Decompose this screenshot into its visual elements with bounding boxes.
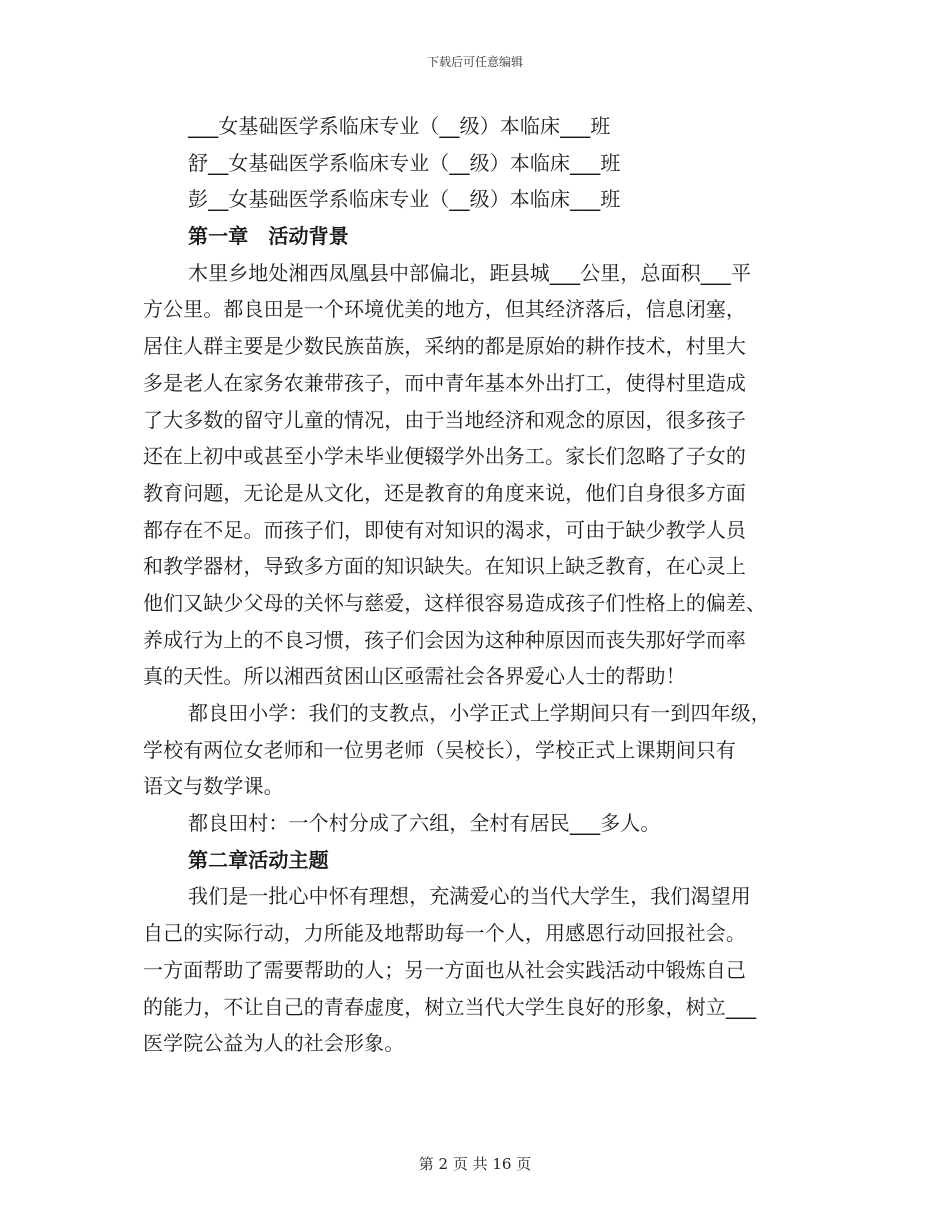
paragraph-line: 方公里。都良田是一个环境优美的地方，但其经济落后，信息闭塞， [143, 297, 746, 322]
page-number: 第 2 页 共 16 页 [418, 1155, 532, 1173]
paragraph-line: 语文与数学课。 [143, 774, 284, 799]
paragraph-line: 木里乡地处湘西凤凰县中部偏北，距县城___公里，总面积___平 [188, 260, 752, 285]
author-line-1: ___女基础医学系临床专业（__级）本临床___班 [188, 114, 611, 138]
paragraph-line: 了大多数的留守儿童的情况，由于当地经济和观念的原因，很多孩子 [143, 407, 746, 432]
paragraph-line: 都良田村：一个村分成了六组，全村有居民___多人。 [188, 811, 661, 836]
paragraph-line: 教育问题，无论是从文化，还是教育的角度来说，他们自身很多方面 [143, 480, 746, 505]
author-line-3: 彭__女基础医学系临床专业（__级）本临床___班 [188, 187, 621, 212]
paragraph-line: 一方面帮助了需要帮助的人；另一方面也从社会实践活动中锻炼自己 [143, 957, 746, 982]
paragraph-line: 居住人群主要是少数民族苗族，采纳的都是原始的耕作技术，村里大 [143, 334, 746, 359]
paragraph-line: 的能力，不让自己的青春虚度，树立当代大学生良好的形象，树立___ [143, 994, 757, 1019]
chapter-2-paragraph-1 [143, 878, 813, 1061]
paragraph-line: 养成行为上的不良习惯，孩子们会因为这种种原因而丧失那好学而率 [143, 627, 746, 652]
chapter-2-heading: 第二章活动主题 [188, 847, 329, 872]
page-header-note: 下载后可任意编辑 [426, 55, 523, 69]
paragraph-line: 医学院公益为人的社会形象。 [143, 1031, 405, 1056]
paragraph-line: 他们又缺少父母的关怀与慈爱，这样很容易造成孩子们性格上的偏差、 [143, 590, 767, 615]
paragraph-line: 自己的实际行动，力所能及地帮助每一个人，用感恩行动回报社会。 [143, 921, 746, 946]
paragraph-line: 还在上初中或甚至小学未毕业便辍学外出务工。家长们忽略了子女的 [143, 444, 746, 469]
paragraph-line: 都存在不足。而孩子们，即使有对知识的渴求，可由于缺少教学人员 [143, 517, 746, 542]
document-body [143, 108, 813, 1062]
paragraph-line: 我们是一批心中怀有理想，充满爱心的当代大学生，我们渴望用 [188, 884, 751, 909]
paragraph-line: 真的天性。所以湘西贫困山区亟需社会各界爱心人士的帮助！ [143, 664, 686, 689]
chapter-1-paragraph-1 [143, 255, 813, 695]
chapter-1-heading: 第一章 活动背景 [188, 224, 349, 249]
paragraph-line: 多是老人在家务农兼带孩子，而中青年基本外出打工，使得村里造成 [143, 370, 746, 395]
paragraph-line: 都良田小学：我们的支教点，小学正式上学期间只有一到四年级， [188, 701, 771, 725]
paragraph-line: 和教学器材，导致多方面的知识缺失。在知识上缺乏教育，在心灵上 [143, 554, 746, 579]
author-line-2: 舒__女基础医学系临床专业（__级）本临床___班 [188, 150, 621, 175]
paragraph-line: 学校有两位女老师和一位男老师（吴校长），学校正式上课期间只有 [143, 737, 736, 762]
chapter-1-paragraph-2 [143, 695, 813, 805]
chapter-1-paragraph-3 [143, 805, 813, 842]
